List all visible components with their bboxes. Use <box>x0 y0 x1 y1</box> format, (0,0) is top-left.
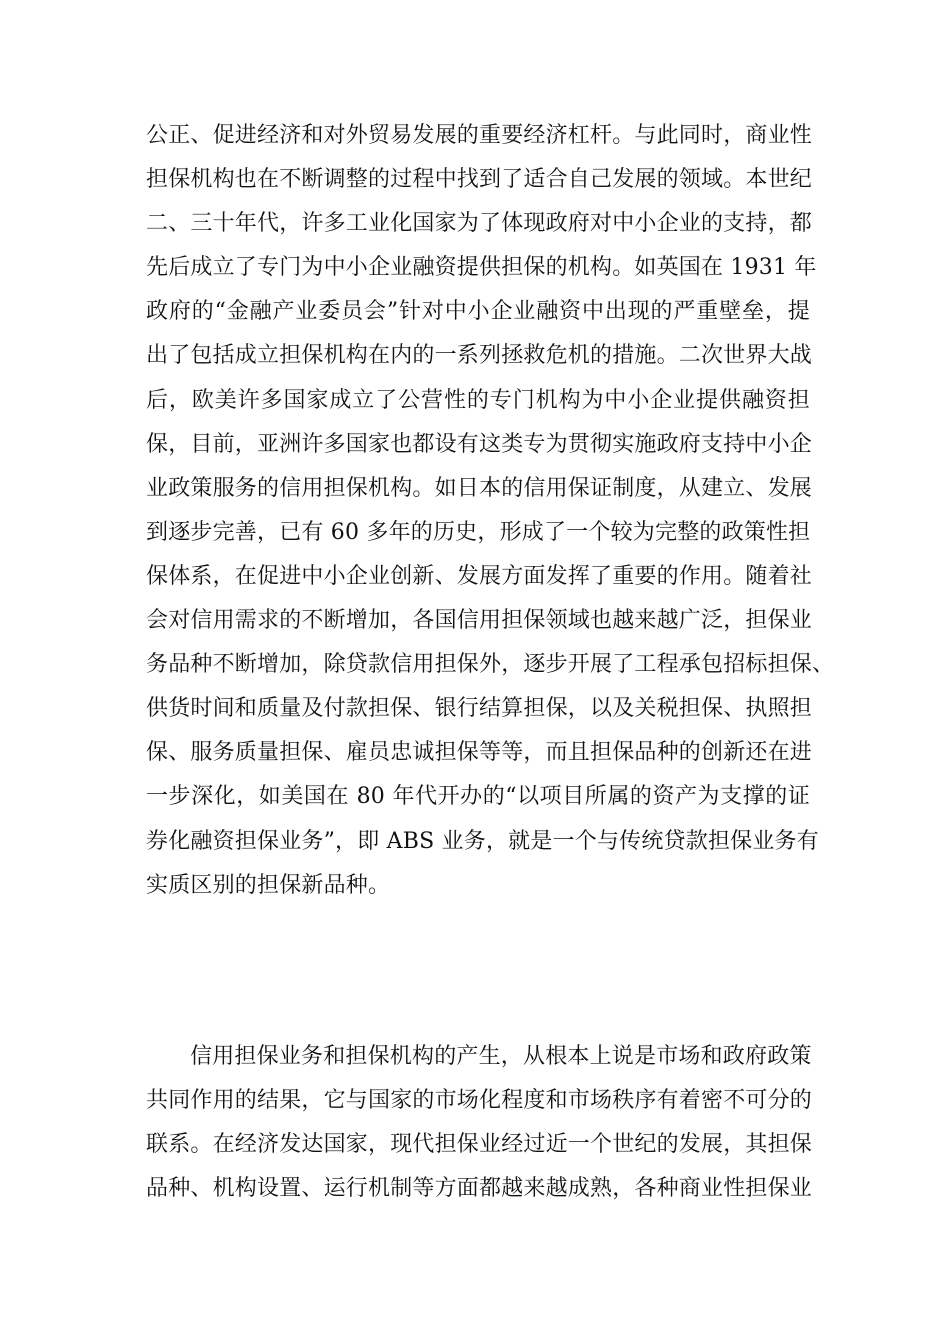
paragraph-line: 券化融资担保业务”，即 ABS 业务，就是一个与传统贷款担保业务有 <box>146 828 819 854</box>
paragraph-line: 保，目前，亚洲许多国家也都设有这类专为贯彻实施政府支持中小企 <box>146 431 813 457</box>
paragraph-line: 保、服务质量担保、雇员忠诚担保等等，而且担保品种的创新还在进 <box>146 740 813 766</box>
paragraph-line: 二、三十年代，许多工业化国家为了体现政府对中小企业的支持，都 <box>146 211 813 237</box>
paragraph-line: 会对信用需求的不断增加，各国信用担保领域也越来越广泛，担保业 <box>146 608 813 634</box>
paragraph-line: 品种、机构设置、运行机制等方面都越来越成熟，各种商业性担保业 <box>146 1176 813 1202</box>
paragraph-line: 供货时间和质量及付款担保、银行结算担保，以及关税担保、执照担 <box>146 696 813 722</box>
paragraph-line: 后，欧美许多国家成立了公营性的专门机构为中小企业提供融资担 <box>146 387 810 413</box>
paragraph-line: 务品种不断增加，除贷款信用担保外，逐步开展了工程承包招标担保、 <box>146 652 835 678</box>
paragraph-line: 业政策服务的信用担保机构。如日本的信用保证制度，从建立、发展 <box>146 475 813 501</box>
paragraph-line: 联系。在经济发达国家，现代担保业经过近一个世纪的发展，其担保 <box>146 1132 813 1158</box>
paragraph-line: 信用担保业务和担保机构的产生，从根本上说是市场和政府政策 <box>190 1044 812 1069</box>
paragraph-line: 先后成立了专门为中小企业融资提供担保的机构。如英国在 1931 年 <box>146 255 817 281</box>
paragraph-line: 到逐步完善，已有 60 多年的历史，形成了一个较为完整的政策性担 <box>146 519 811 545</box>
paragraph-line: 一步深化，如美国在 80 年代开办的“以项目所属的资产为支撑的证 <box>146 784 810 810</box>
paragraph-line: 保体系，在促进中小企业创新、发展方面发挥了重要的作用。随着社 <box>146 563 813 589</box>
paragraph <box>146 114 835 908</box>
paragraph-line: 出了包括成立担保机构在内的一系列拯救危机的措施。二次世界大战 <box>146 343 813 369</box>
paragraph-line: 政府的“金融产业委员会”针对中小企业融资中出现的严重壁垒，提 <box>146 299 810 325</box>
paragraph-line: 共同作用的结果，它与国家的市场化程度和市场秩序有着密不可分的 <box>146 1088 813 1114</box>
paragraph-line: 公正、促进经济和对外贸易发展的重要经济杠杆。与此同时，商业性 <box>146 123 813 148</box>
paragraph <box>146 1035 813 1211</box>
paragraph-line: 担保机构也在不断调整的过程中找到了适合自己发展的领域。本世纪 <box>146 167 813 193</box>
paragraph-line: 实质区别的担保新品种。 <box>146 872 391 898</box>
